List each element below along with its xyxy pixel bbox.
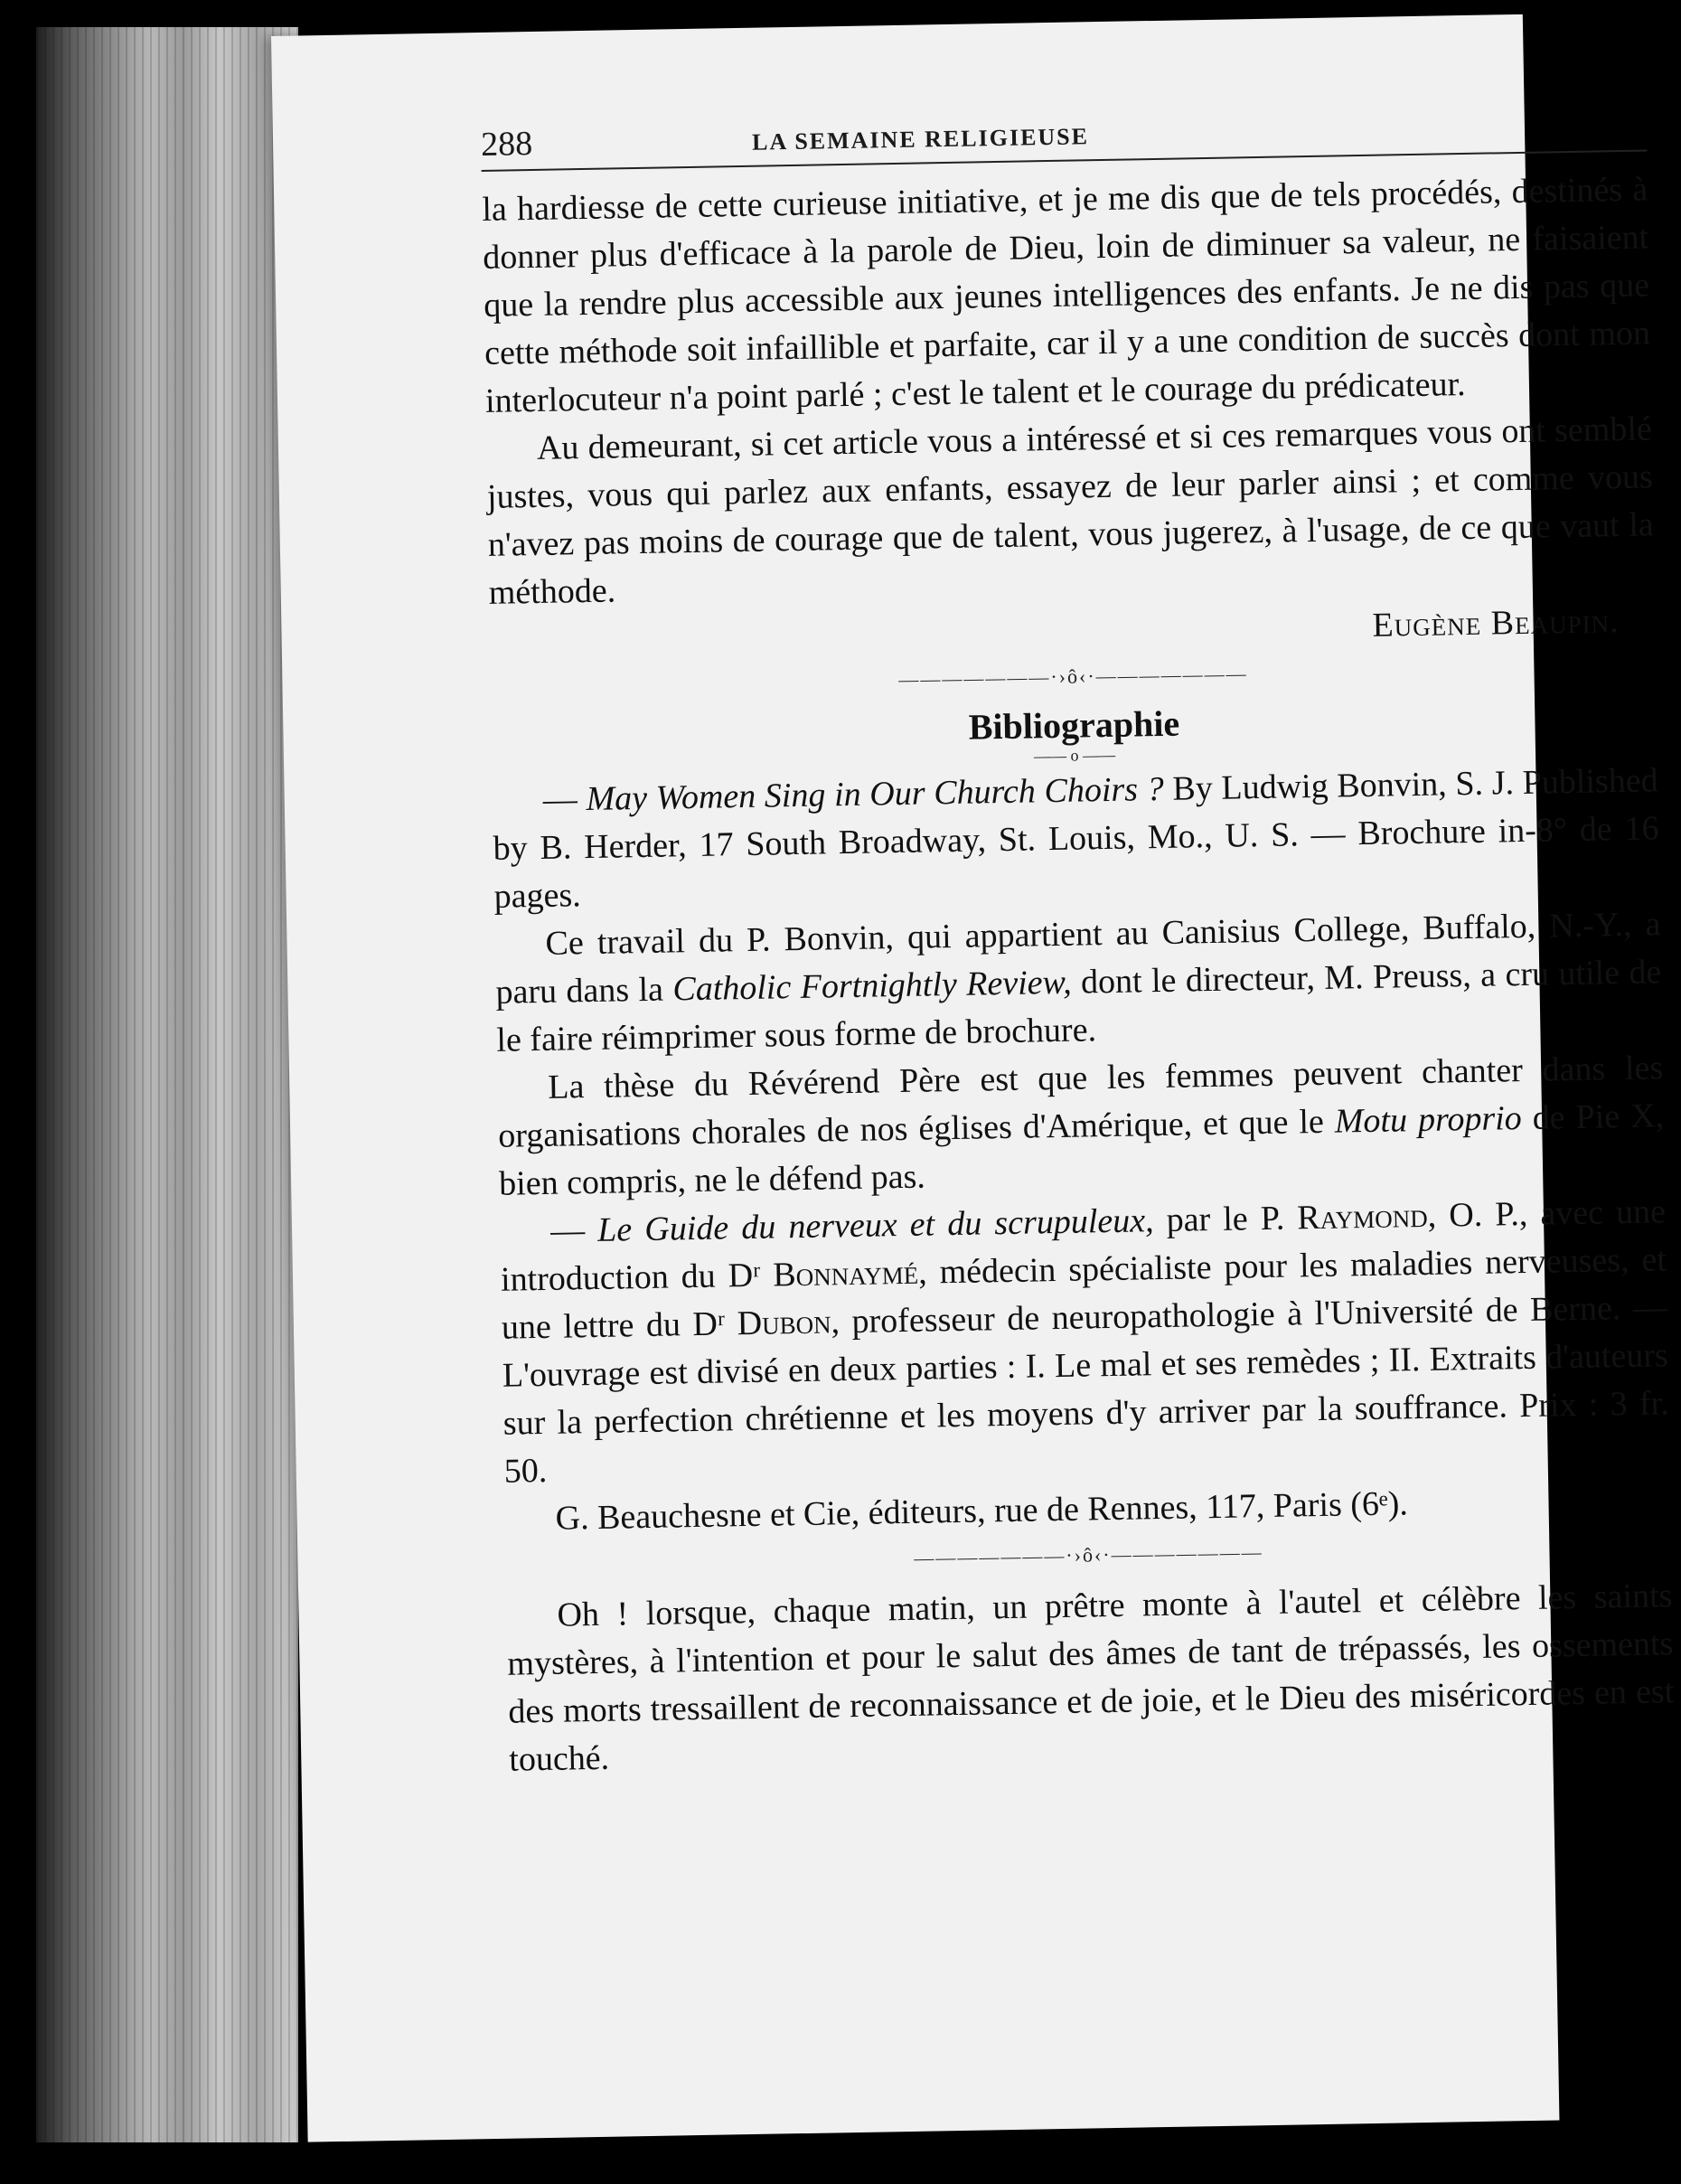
bibliography-entry-2 [500, 1188, 1670, 1495]
entry-2-text: , professeur de neuropathologie à l'Université de Berne. — L'ouvrage est divisé en deux parties : I. Le mal et ses remèdes ; II. Extraits d'auteurs sur la perfection chrétienne et les moyens d'y arriver par la souffrance. Prix : 3 fr. 50. [502, 1288, 1669, 1491]
bibliography-title-ornament: —— o —— [1033, 745, 1116, 766]
motu-proprio-title: Motu proprio [1334, 1099, 1523, 1141]
entry-2-title: Le Guide du nerveux et du scrupuleux, [596, 1201, 1154, 1249]
bibliography-entry-1 [492, 757, 1660, 920]
entry-2-text: , médecin spécialiste pour les maladies nerveuses, et une lettre du Dʳ [501, 1240, 1667, 1347]
entry-dash: — [542, 780, 587, 819]
page-header [480, 89, 1647, 172]
bibliography-entry-2-publisher: G. Beauchesne et Cie, éditeurs, rue de Rennes, 117, Paris (6ᵉ). [555, 1484, 1409, 1538]
article-signature: Eugène Beaupin. [1372, 602, 1620, 645]
section-divider-1: ———————·›ô‹·——————— [898, 662, 1248, 691]
review-text-end: dont le directeur, M. Preuss, a cru utile de le faire réimprimer sous forme de brochure. [496, 953, 1662, 1059]
entry-dash: — [549, 1210, 598, 1250]
closing-paragraph: Oh ! lorsque, chaque matin, un prêtre monte à l'autel et célèbre les saints mystères, à l'intention et pour le salut des âmes de tant de trépassés, les ossements des morts tressaillent de reconnaissance et de joie, et le Dieu des miséricordes en est touché. [507, 1577, 1675, 1779]
article-paragraph-2: Au demeurant, si cet article vous a intéressé et si ces remarques vous ont semblé justes, vous qui parlez aux enfants, essayez de leur parler ainsi ; et comme vous n'avez pas moins de courage que de talent, vous jugerez, à l'usage, de ce que vaut la méthode. [486, 410, 1655, 612]
letter-author-name: Dubon [737, 1303, 831, 1343]
review-text: Ce travail du P. Bonvin, qui appartient au Canisius College, Buffalo, N.-Y., a paru dans la [495, 905, 1661, 1012]
bibliography-entry-1-thesis [497, 1044, 1666, 1208]
article-paragraph-1: la hardiesse de cette curieuse initiative, et je me dis que de tels procédés, destinés à donner plus d'efficace à la parole de Dieu, loin de diminuer sa valeur, ne faisaient que la rendre plus accessible aux jeunes intelligences des enfants. Je ne dis pas que cette méthode soit infaillible et parfaite, car il y a une condition de succès dont mon interlocuteur n'a point parlé ; c'est le talent et le courage du prédicateur. [482, 170, 1651, 420]
book-page [271, 14, 1675, 2142]
author-name: Raymond [1296, 1196, 1429, 1238]
page-body [482, 165, 1676, 1784]
thesis-text-end: de Pie X, bien compris, ne le défend pas. [498, 1097, 1665, 1203]
book-page-edges [36, 27, 298, 2142]
introducer-name: Bonnaymé [772, 1253, 919, 1294]
entry-2-text: , O. P., avec une introduction du Dʳ [500, 1192, 1667, 1299]
bibliography-title: Bibliographie [968, 702, 1180, 748]
running-title: LA SEMAINE RELIGIEUSE [751, 123, 1090, 155]
entry-1-details: By Ludwig Bonvin, S. J. Published by B. Herder, 17 South Broadway, St. Louis, Mo., U. S. — Brochure in-8° de 16 pages. [493, 761, 1659, 916]
entry-1-title: May Women Sing in Our Church Choirs ? [586, 769, 1165, 819]
page-number: 288 [480, 124, 533, 164]
entry-2-text: par le P. [1153, 1199, 1298, 1240]
review-journal-title: Catholic Fortnightly Review, [672, 963, 1072, 1009]
section-divider-2: ———————·›ô‹·——————— [914, 1540, 1263, 1569]
bibliography-entry-1-review [494, 900, 1663, 1064]
thesis-text: La thèse du Révérend Père est que les femmes peuvent chanter dans les organisations chorales de nos églises d'Amérique, et que le [497, 1049, 1664, 1155]
